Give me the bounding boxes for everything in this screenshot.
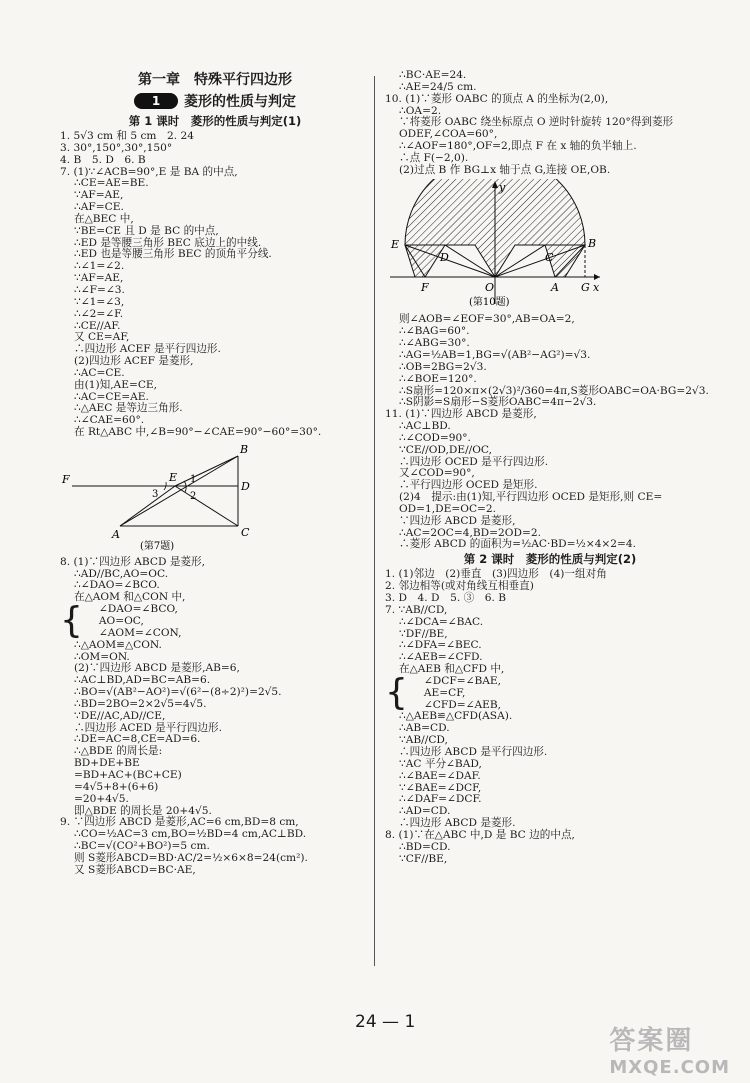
answer-line: ∴∠BAE=∠DAF.: [399, 769, 481, 782]
answer-line: ∠DCF=∠BAE,: [423, 674, 502, 687]
fig10-label-C: C: [545, 250, 554, 264]
figure-7: [60, 441, 370, 555]
answer-line: ∴∠ABG=30°.: [399, 337, 470, 350]
watermark-url: MXQE.COM: [609, 1057, 730, 1078]
answer-line: 在△AEB 和△CFD 中,: [399, 663, 505, 676]
answer-line: ∵AF=AE,: [74, 189, 124, 202]
answer-line: ∵∠BAE=∠DCF,: [399, 781, 482, 794]
answer-line: ∴∠AEB=∠CFD.: [399, 651, 483, 664]
answer-line: 即△BDE 的周长是 20+4√5.: [74, 804, 212, 817]
answer-line: ∴AC⊥BD.: [399, 420, 451, 433]
answer-line: ∴∠1=∠2.: [74, 260, 125, 273]
equation-system: [60, 600, 370, 642]
answer-line: ∵将菱形 OABC 绕坐标原点 O 逆时针旋转 120°得到菱形: [399, 116, 674, 129]
answer-line: ∴∠BOE=120°.: [399, 372, 477, 385]
fig10-label-D: D: [440, 250, 449, 264]
answer-line: (2)四边形 ACEF 是菱形,: [74, 355, 194, 368]
fig7-label-A: A: [112, 527, 120, 541]
figure-7-diagram: [60, 441, 260, 551]
answer-line: ∴∠AOF=180°,OF=2,即点 F 在 x 轴的负半轴上.: [399, 140, 637, 153]
answer-line: 则∠AOB=∠EOF=30°,AB=OA=2,: [399, 313, 575, 326]
answer-line: 7. ∵AB//CD,: [385, 603, 448, 616]
answer-line: 1. 5√3 cm 和 5 cm 2. 24: [60, 130, 195, 142]
answer-line: 又 CE=AF,: [74, 331, 130, 344]
lesson-title: 第 1 课时 菱形的性质与判定(1): [128, 114, 302, 128]
fig10-axis-x: x: [593, 280, 600, 294]
answer-line: ∵AC 平分∠BAD,: [399, 757, 482, 770]
section-title: 菱形的性质与判定: [184, 94, 296, 110]
answer-line: ∠CFD=∠AEB,: [423, 698, 502, 711]
answer-line: (2)∵四边形 ABCD 是菱形,AB=6,: [74, 662, 240, 675]
fig7-label-B: B: [240, 442, 249, 456]
answer-line: ∴点 F(−2,0).: [399, 151, 469, 164]
answer-line: ∴AF=CE.: [74, 201, 124, 214]
answer-line: ∴四边形 ACED 是平行四边形.: [74, 721, 223, 734]
answer-line: ∠AOM=∠CON,: [98, 626, 182, 639]
answer-line: ∴∠BAG=60°.: [399, 325, 470, 338]
answer-line: (2)过点 B 作 BG⊥x 轴于点 G,连接 OE,OB.: [399, 163, 611, 176]
answer-line: ∵DF//BE,: [399, 627, 448, 640]
answer-line: ∵四边形 ABCD 是菱形,: [399, 514, 516, 527]
answer-line: =BD+AC+(BC+CE): [74, 768, 182, 781]
left-column: [60, 70, 370, 877]
answer-line: 在△BEC 中,: [74, 212, 134, 225]
section-number-badge: 1: [134, 93, 178, 109]
answer-line: 则 S菱形ABCD=BD·AC/2=½×6×8=24(cm²).: [74, 851, 308, 864]
answer-line: ∴△AEB≌△CFD(ASA).: [399, 710, 513, 723]
answer-line: ∵CE//OD,DE//OC,: [399, 443, 493, 456]
chapter-title: 第一章 特殊平行四边形: [138, 72, 292, 88]
brace-symbol: {: [385, 671, 408, 713]
equation-system: [385, 671, 715, 713]
fig10-label-F: F: [421, 280, 429, 294]
answer-line: AO=OC,: [98, 615, 144, 627]
answer-line: ∴∠DAO=∠BCO.: [74, 579, 160, 592]
fig7-label-C: C: [241, 525, 250, 539]
fig10-label-G: G: [581, 280, 590, 294]
fig10-label-B: B: [588, 236, 597, 250]
answer-line: ∴AC=2OC=4,BD=2OD=2.: [399, 526, 541, 539]
answer-line: 10. (1)∵菱形 OABC 的顶点 A 的坐标为(2,0),: [385, 92, 609, 105]
answer-line: ∴AE=24/5 cm.: [399, 80, 477, 93]
answer-line: ∴AB=CD.: [399, 722, 450, 735]
figure-10-diagram: [385, 179, 605, 309]
answer-line: ∴四边形 ACEF 是平行四边形.: [74, 343, 221, 356]
brace-symbol: {: [60, 600, 83, 642]
answer-line: ∴BC·AE=24.: [399, 69, 467, 81]
section-heading: [60, 92, 370, 112]
answer-line: ∴AG=½AB=1,BG=√(AB²−AG²)=√3.: [399, 348, 591, 361]
answer-line: 7. (1)∵∠ACB=90°,E 是 BA 的中点,: [60, 165, 238, 178]
answer-block: [385, 569, 715, 676]
answer-line: 3. D 4. D 5. ③ 6. B: [385, 592, 507, 604]
answer-line: ∵AB//CD,: [399, 734, 448, 747]
answer-line: ∴OM=ON.: [74, 650, 130, 663]
fig7-label-E: E: [169, 470, 178, 484]
answer-line: ∴△AOM≌△CON.: [74, 638, 162, 651]
answer-line: ∴菱形 ABCD 的面积为=½AC·BD=½×4×2=4.: [399, 538, 637, 551]
answer-line: 3. 30°,150°,30°,150°: [60, 141, 173, 154]
answer-line: ∴ED 也是等腰三角形 BEC 的顶角平分线.: [74, 248, 272, 261]
answer-line: 2. 邻边相等(或对角线互相垂直): [385, 580, 534, 593]
fig7-label-D: D: [241, 479, 250, 493]
answer-line: 11. (1)∵四边形 ABCD 是菱形,: [385, 408, 537, 421]
answer-line: 9. ∵四边形 ABCD 是菱形,AC=6 cm,BD=8 cm,: [60, 816, 299, 829]
answer-line: ∴S阴影=S扇形−S菱形OABC=4π−2√3.: [399, 396, 597, 409]
answer-line: ∴AD=CD.: [399, 805, 451, 818]
answer-line: ∵CF//BE,: [399, 852, 448, 865]
answer-line: AE=CF,: [423, 686, 466, 699]
answer-line: 由(1)知,AE=CE,: [74, 378, 158, 391]
answer-line: ∴∠DCA=∠BAC.: [399, 615, 484, 628]
answer-line: ∵DE//AC,AD//CE,: [74, 709, 166, 722]
fig7-label-F: F: [62, 472, 70, 486]
answer-line: 在 Rt△ABC 中,∠B=90°−∠CAE=90°−60°=30°.: [74, 426, 322, 439]
page-number: 24 — 1: [355, 1012, 416, 1032]
answer-line: ODEF,∠COA=60°,: [399, 128, 498, 141]
fig10-label-O: O: [485, 280, 495, 294]
answer-line: ∵BE=CE 且 D 是 BC 的中点,: [74, 224, 219, 237]
fig7-angle-2: 2: [190, 490, 197, 502]
answer-block: [385, 70, 715, 177]
answer-line: ∵∠1=∠3,: [74, 295, 125, 308]
figure-10-caption: (第10题): [469, 296, 510, 308]
answer-line: 1. (1)邻边 (2)垂直 (3)四边形 (4)一组对角: [385, 568, 607, 581]
answer-line: ∴BD=2BO=2×2√5=4√5.: [74, 697, 207, 710]
answer-line: ∴平行四边形 OCED 是矩形.: [399, 479, 538, 492]
fig10-axis-y: y: [499, 180, 506, 194]
answer-line: ∴CE//AF.: [74, 319, 121, 332]
answer-line: =4√5+8+(6+6): [74, 780, 159, 793]
lesson-title: 第 2 课时 菱形的性质与判定(2): [463, 552, 637, 567]
answer-line: 又∠COD=90°,: [399, 467, 475, 480]
answer-block: [385, 711, 715, 865]
answer-line: ∴BC=√(CO²+BO²)=5 cm.: [74, 840, 210, 853]
answer-line: =20+4√5.: [74, 792, 129, 805]
right-column: [385, 70, 715, 865]
column-divider: [374, 76, 375, 966]
answer-line: ∴∠F=∠3.: [74, 283, 125, 296]
answer-line: ∴∠2=∠F.: [74, 307, 124, 320]
answer-line: ∴AC=CE.: [74, 366, 125, 379]
answer-line: ∴∠DAF=∠DCF.: [399, 793, 482, 806]
answer-line: OD=1,DE=OC=2.: [399, 502, 497, 515]
watermark-text: 答案圈: [609, 1026, 694, 1056]
answer-line: ∴CE=AE=BE.: [74, 177, 149, 190]
fig7-angle-1: 1: [190, 473, 197, 485]
answer-block: [60, 131, 370, 439]
system-lines: [85, 604, 182, 640]
answer-line: ∴∠COD=90°.: [399, 431, 471, 444]
answer-line: ∴BO=√(AB²−AO²)=√(6²−(8÷2)²)=2√5.: [74, 686, 282, 699]
watermark-logo: [609, 1020, 730, 1078]
answer-block: [60, 557, 370, 604]
fig10-label-E: E: [391, 237, 400, 251]
answer-line: ∴四边形 ABCD 是菱形.: [399, 817, 516, 830]
answer-line: ∴∠CAE=60°.: [74, 414, 145, 427]
figure-7-caption: (第7题): [140, 540, 175, 551]
answer-line: 8. (1)∵在△ABC 中,D 是 BC 边的中点,: [385, 828, 575, 841]
answer-line: BD+DE+BE: [74, 757, 140, 770]
answer-line: ∴∠DFA=∠BEC.: [399, 639, 482, 652]
answer-line: ∠DAO=∠BCO,: [98, 603, 178, 616]
answer-line: ∴△BDE 的周长是:: [74, 745, 163, 758]
answer-line: ∴CO=½AC=3 cm,BO=½BD=4 cm,AC⊥BD.: [74, 828, 307, 841]
answer-line: ∴S扇形=120×π×(2√3)²/360=4π,S菱形OABC=OA·BG=2√3.: [399, 384, 709, 397]
answer-line: 4. B 5. D 6. B: [60, 153, 146, 166]
answer-block: [60, 640, 370, 877]
answer-line: ∴四边形 OCED 是平行四边形.: [399, 455, 549, 468]
answer-line: ∴BD=CD.: [399, 840, 451, 853]
answer-line: ∴△AEC 是等边三角形.: [74, 402, 183, 415]
answer-line: ∴四边形 ABCD 是平行四边形.: [399, 745, 548, 758]
answer-line: 又 S菱形ABCD=BC·AE,: [74, 863, 196, 876]
answer-line: ∵AF=AE,: [74, 272, 124, 285]
answer-line: ∴AC⊥BD,AD=BC=AB=6.: [74, 674, 211, 687]
fig7-angle-3: 3: [152, 488, 159, 500]
fig10-label-A: A: [551, 280, 559, 294]
system-lines: [410, 676, 501, 712]
answer-line: ∴AC=CE=AE.: [74, 390, 149, 403]
answer-line: ∴AD//BC,AO=OC.: [74, 567, 169, 580]
answer-line: (2)4 提示:由(1)知,平行四边形 OCED 是矩形,则 CE=: [399, 491, 663, 504]
answer-line: ∴ED 是等腰三角形 BEC 底边上的中线.: [74, 236, 262, 249]
figure-10: [385, 179, 715, 313]
answer-line: 在△AOM 和△CON 中,: [74, 591, 186, 604]
answer-line: ∴DE=AC=8,CE=AD=6.: [74, 733, 201, 746]
answer-line: ∴OB=2BG=2√3.: [399, 360, 487, 373]
answer-line: ∴OA=2.: [399, 104, 442, 117]
answer-block: [385, 314, 715, 551]
answer-line: 8. (1)∵四边形 ABCD 是菱形,: [60, 555, 205, 568]
